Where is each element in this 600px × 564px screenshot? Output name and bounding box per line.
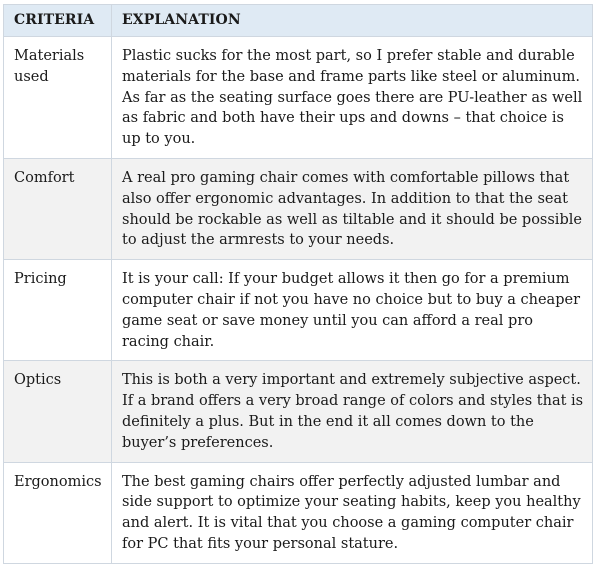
explanation-cell: It is your call: If your budget allows it then go for a premium computer chair if not you have no choice but to buy a cheaper game seat or save money until you can afford a real pro racing chair. (112, 260, 593, 361)
criteria-cell: Optics (4, 361, 112, 462)
criteria-table-container (3, 4, 592, 564)
table-row (4, 260, 593, 361)
table-row (4, 361, 593, 462)
table-header (4, 5, 593, 37)
column-header-criteria: CRITERIA (4, 5, 112, 37)
table-row (4, 158, 593, 259)
explanation-cell: Plastic sucks for the most part, so I prefer stable and durable materials for the base and frame parts like steel or aluminum. As far as the seating surface goes there are PU-leather as well as fabric and both have their ups and downs – that choice is up to you. (112, 37, 593, 159)
criteria-cell: Ergonomics (4, 462, 112, 563)
explanation-cell: This is both a very important and extremely subjective aspect. If a brand offers a very broad range of colors and styles that is definitely a plus. But in the end it all comes down to the buyer’s preferences. (112, 361, 593, 462)
criteria-cell: Materials used (4, 37, 112, 159)
table-row (4, 462, 593, 563)
header-row (4, 5, 593, 37)
explanation-cell: A real pro gaming chair comes with comfortable pillows that also offer ergonomic advantages. In addition to that the seat should be rockable as well as tiltable and it should be possible to adjust the armrests to your needs. (112, 158, 593, 259)
table-body (4, 37, 593, 564)
explanation-cell: The best gaming chairs offer perfectly adjusted lumbar and side support to optimize your seating habits, keep you healthy and alert. It is vital that you choose a gaming computer chair for PC that fits your personal stature. (112, 462, 593, 563)
column-header-explanation: EXPLANATION (112, 5, 593, 37)
criteria-cell: Comfort (4, 158, 112, 259)
criteria-cell: Pricing (4, 260, 112, 361)
table-row (4, 37, 593, 159)
criteria-table (3, 4, 593, 564)
